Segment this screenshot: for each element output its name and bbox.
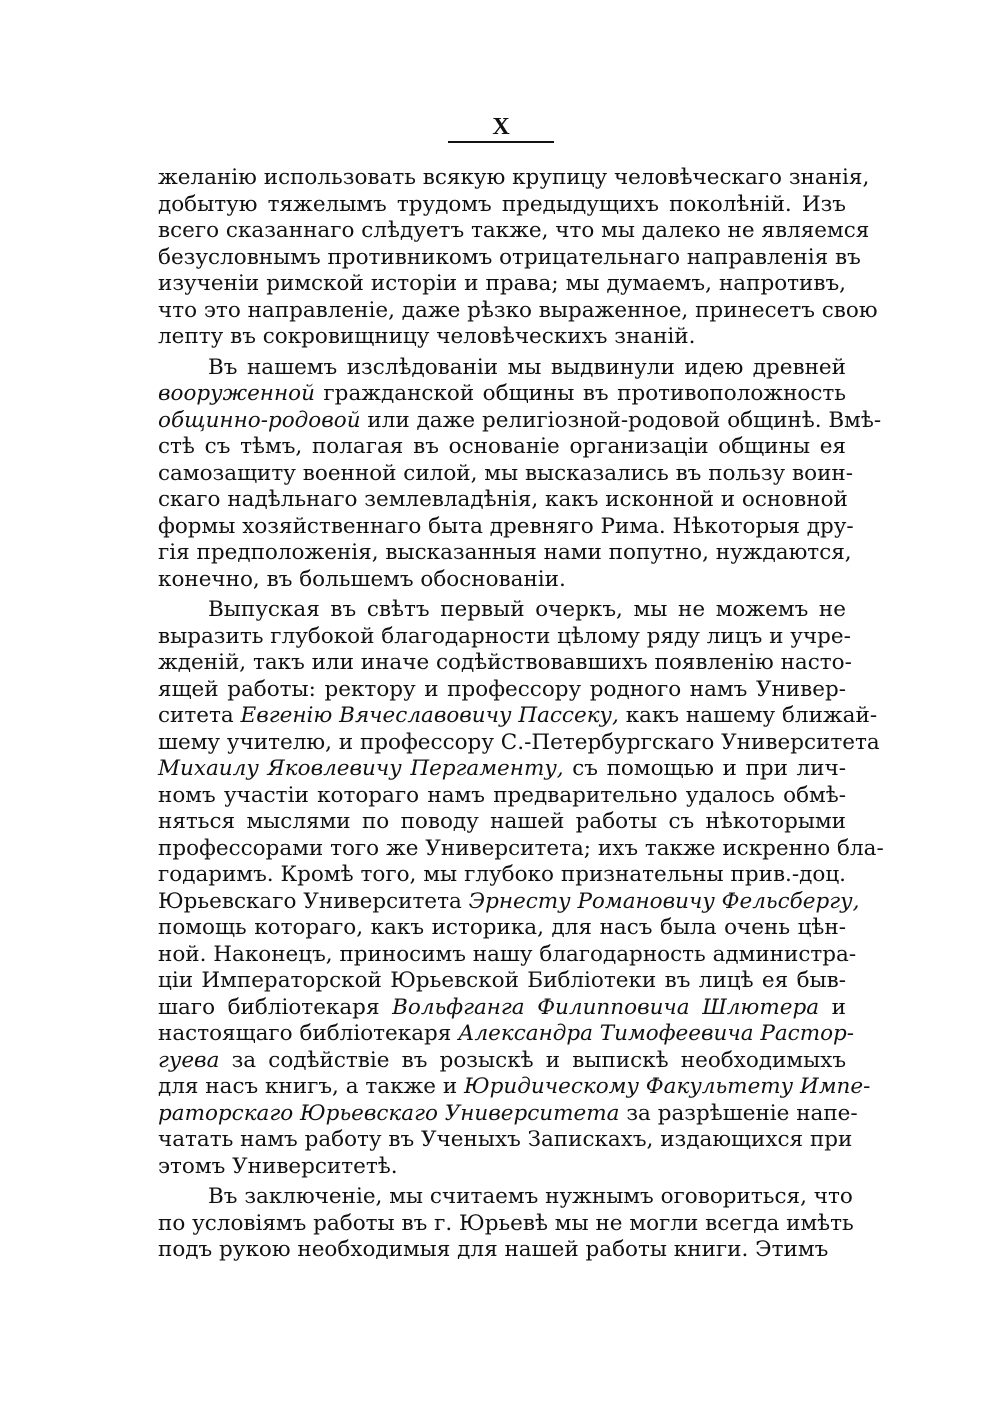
text-line (158, 703, 878, 730)
italic-name: Евгенію Вячеславовичу Пассеку, (240, 703, 619, 728)
text-run: ящей работы: ректору и профессору родного намъ Универ- (158, 676, 846, 702)
text-run: и (819, 994, 846, 1020)
text-run: скаго надѣльнаго землевладѣнія, какъ исконной и основной (158, 487, 848, 512)
text-line (158, 809, 846, 836)
paragraph (158, 165, 878, 351)
text-run: ситета (158, 703, 241, 728)
text-line (158, 862, 846, 889)
text-line (158, 192, 846, 219)
text-line (158, 677, 846, 704)
text-line (158, 1100, 858, 1128)
text-run: какъ нашему ближай- (618, 703, 878, 728)
text-line (158, 756, 846, 783)
italic-name: гуева (158, 1047, 220, 1073)
paragraph (158, 1184, 854, 1264)
italic-name: Александра Тимофеевича Растор- (458, 1021, 855, 1046)
text-run: няться мыслями по поводу нашей работы съ нѣкоторыми (158, 809, 846, 834)
paragraph (158, 354, 882, 594)
text-line (158, 567, 846, 594)
italic-name: Юридическому Факультету Импе- (464, 1074, 871, 1099)
text-line (158, 271, 846, 298)
text-line (158, 1048, 846, 1075)
text-run: что это направленіе, даже рѣзко выраженное, принесетъ свою (158, 297, 878, 323)
text-line (158, 650, 852, 677)
text-run: изученіи римской исторіи и права; мы думаемъ, напротивъ, (158, 271, 846, 296)
text-run: по условіямъ работы въ г. Юрьевѣ мы не могли всегда имѣть (158, 1210, 854, 1236)
text-run: желанію использовать всякую крупицу человѣческаго знанія, (158, 165, 870, 190)
text-run: этомъ Университетѣ. (158, 1153, 398, 1179)
text-run: чатать намъ работу въ Ученыхъ Запискахъ, издающихся при (158, 1127, 853, 1152)
text-line (158, 513, 854, 541)
italic-name: Вольфганга Филипповича Шлютера (392, 994, 820, 1020)
text-line (158, 1154, 846, 1181)
text-line (158, 597, 846, 624)
text-line (158, 729, 880, 757)
text-run: для насъ книгъ, а также и (158, 1074, 465, 1099)
body-text (158, 165, 884, 1264)
text-run: Выпуская въ свѣтъ первый очеркъ, мы не можемъ не (208, 597, 846, 622)
text-line (158, 1021, 855, 1048)
text-run: за содѣйствіе въ розыскѣ и выпискѣ необходимыхъ (219, 1047, 846, 1073)
text-run: за разрѣшеніе напе- (619, 1100, 858, 1126)
text-run: жденій, такъ или иначе содѣйствовавшихъ появленію насто- (158, 650, 852, 675)
text-run: съ помощью и при лич- (563, 756, 846, 781)
text-run: помощь котораго, какъ историка, для насъ была очень цѣн- (158, 915, 846, 940)
text-line (158, 434, 846, 461)
text-line (158, 888, 860, 916)
text-run: Въ нашемъ изслѣдованіи мы выдвинули идею древней (208, 354, 846, 380)
text-line (158, 355, 846, 382)
text-run: подъ рукою необходимыя для нашей работы книги. Этимъ (158, 1237, 829, 1262)
italic-name: общинно-родовой (158, 407, 361, 433)
text-run: конечно, въ большемъ обоснованіи. (158, 566, 566, 592)
text-line (158, 915, 846, 942)
text-line (158, 218, 870, 245)
text-run: гія предположенія, высказанныя нами попутно, нуждаются, (158, 540, 852, 565)
text-run: настоящаго библіотекаря (158, 1021, 459, 1046)
text-line (158, 1127, 853, 1154)
text-run: формы хозяйственнаго быта древняго Рима. Нѣкоторыя дру- (158, 513, 854, 539)
text-line (158, 1237, 846, 1264)
text-line (158, 381, 846, 408)
text-run: или даже религіозной-родовой общинѣ. Вмѣ- (360, 407, 882, 433)
text-line (158, 407, 882, 435)
italic-name: Эрнесту Романовичу Фельсбергу, (468, 888, 860, 914)
text-line (158, 783, 846, 810)
text-run: номъ участіи котораго намъ предварительно удалось обмѣ- (158, 782, 846, 808)
text-run: безусловнымъ противникомъ отрицательнаго направленія въ (158, 244, 861, 270)
italic-name: Михаилу Яковлевичу Пергаменту, (158, 756, 564, 781)
paragraph (158, 597, 884, 1180)
text-line (158, 835, 884, 863)
text-run: стѣ съ тѣмъ, полагая въ основаніе организаціи общины ея (158, 434, 846, 459)
text-line (158, 165, 870, 192)
text-line (158, 297, 878, 325)
text-line (158, 244, 861, 272)
text-run: ной. Наконецъ, приносимъ нашу благодарность администра- (158, 941, 857, 967)
text-line (158, 623, 851, 651)
text-line (158, 460, 854, 488)
text-line (158, 540, 852, 567)
text-line (158, 968, 846, 995)
text-run: выразить глубокой благодарности цѣлому ряду лицъ и учре- (158, 623, 851, 649)
page-number: X (492, 114, 510, 140)
text-line (158, 324, 846, 351)
text-line (158, 941, 857, 969)
page-number-rule (448, 141, 554, 143)
text-line (158, 1210, 854, 1238)
italic-name: вооруженной (158, 381, 315, 406)
text-run: шему учителю, и профессору С.-Петербургскаго Университета (158, 729, 880, 755)
italic-name: раторскаго Юрьевскаго Университета (158, 1100, 620, 1126)
text-run: добытую тяжелымъ трудомъ предыдущихъ поколѣній. Изъ (158, 191, 846, 217)
text-run: ціи Императорской Юрьевской Библіотеки въ лицѣ ея быв- (158, 968, 846, 993)
text-line (158, 995, 846, 1022)
text-line (158, 1074, 871, 1101)
text-run: шаго библіотекаря (158, 994, 393, 1020)
text-run: Юрьевскаго Университета (158, 888, 469, 914)
text-run: всего сказаннаго слѣдуетъ также, что мы далеко не являемся (158, 218, 870, 243)
text-run: профессорами того же Университета; ихъ также искренно бла- (158, 835, 884, 861)
text-run: самозащиту военной силой, мы высказались въ пользу воин- (158, 460, 854, 486)
text-run: годаримъ. Кромѣ того, мы глубоко признательны прив.-доц. (158, 862, 846, 887)
text-run: лепту въ сокровищницу человѣческихъ знаній. (158, 324, 696, 349)
text-line (158, 487, 846, 514)
text-run: Въ заключеніе, мы считаемъ нужнымъ оговориться, что (208, 1184, 853, 1209)
text-line (158, 1184, 853, 1211)
text-run: гражданской общины въ противоположность (314, 381, 846, 406)
